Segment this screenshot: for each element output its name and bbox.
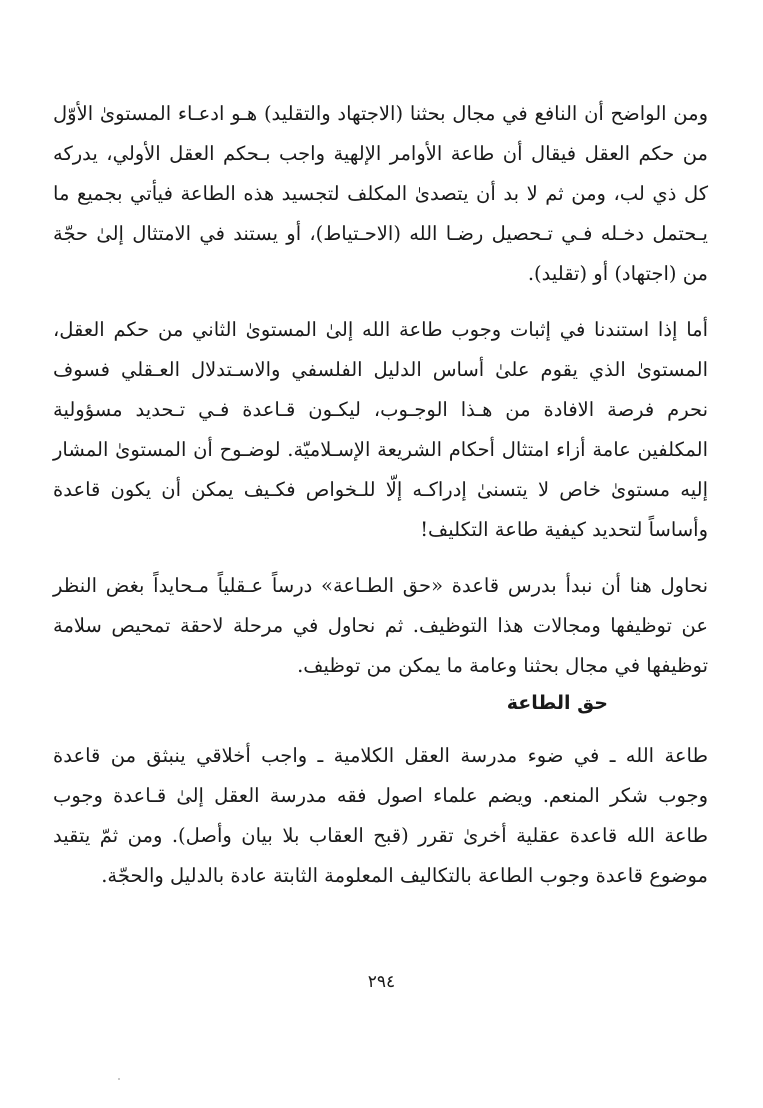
section-heading: حق الطاعة	[506, 692, 608, 714]
paragraph-text: ومن الواضح أن النافع في مجال بحثنا (الاجتهاد والتقليد) هـو ادعـاء المستوىٰ الأوّل من حكم العقل فيقال أن طاعة الأوامر الإلهية واجب بـحكم العقل الأولي، يدركه كل ذي لب، ومن ثم لا بد أن يتصدىٰ المكلف لتجسيد هذه الطاعة فيأتي بجميع ما يـحتمل دخـله فـي تـحصيل رضـا الله (الاحـتياط)، أو يستند في الامتثال إلىٰ حجّة من (اجتهاد) أو (تقليد).	[53, 102, 708, 285]
paragraph-text: طاعة الله ـ في ضوء مدرسة العقل الكلامية ـ واجب أخلاقي ينبثق من قاعدة وجوب شكر المنعم. ويضم علماء اصول فقه مدرسة العقل إلىٰ قـاعدة وجوب طاعة الله قاعدة عقلية أخرىٰ تقرر (قبح العقاب بلا بيان وأصل). ومن ثمّ يتقيد موضوع قاعدة وجوب الطاعة بالتكاليف المعلومة الثابتة عادة بالدليل والحجّة.	[53, 744, 708, 887]
paragraph-text: أما إذا استندنا في إثبات وجوب طاعة الله إلىٰ المستوىٰ الثاني من حكم العقل، المستوىٰ الذي يقوم علىٰ أساس الدليل الفلسفي والاسـتدلال العـقلي فسوف نحرم فرصة الافادة من هـذا الوجـوب، ليكـون قـاعدة فـي تـحديد مسؤولية المكلفين عامة أزاء امتثال أحكام الشريعة الإسـلاميّة. لوضـوح أن المستوىٰ المشار إليه مستوىٰ خاص لا يتسنىٰ إدراكـه إلّا للـخواص فكـيف يمكن أن يكون قاعدة وأساساً لتحديد كيفية طاعة التكليف!	[53, 318, 708, 541]
paragraph-2	[53, 310, 708, 550]
paragraph-1	[53, 94, 708, 294]
paragraph-text: نحاول هنا أن نبدأ بدرس قاعدة «حق الطـاعة» درساً عـقلياً مـحايداً بغض النظر عن توظيفها ومجالات هذا التوظيف. ثم نحاول في مرحلة لاحقة تمحيص سلامة توظيفها في مجال بحثنا وعامة ما يمكن من توظيف.	[53, 574, 708, 677]
page-number: ٢٩٤	[367, 972, 396, 992]
paragraph-4	[53, 736, 708, 896]
paragraph-3	[53, 566, 708, 686]
scan-speck	[118, 1078, 120, 1080]
